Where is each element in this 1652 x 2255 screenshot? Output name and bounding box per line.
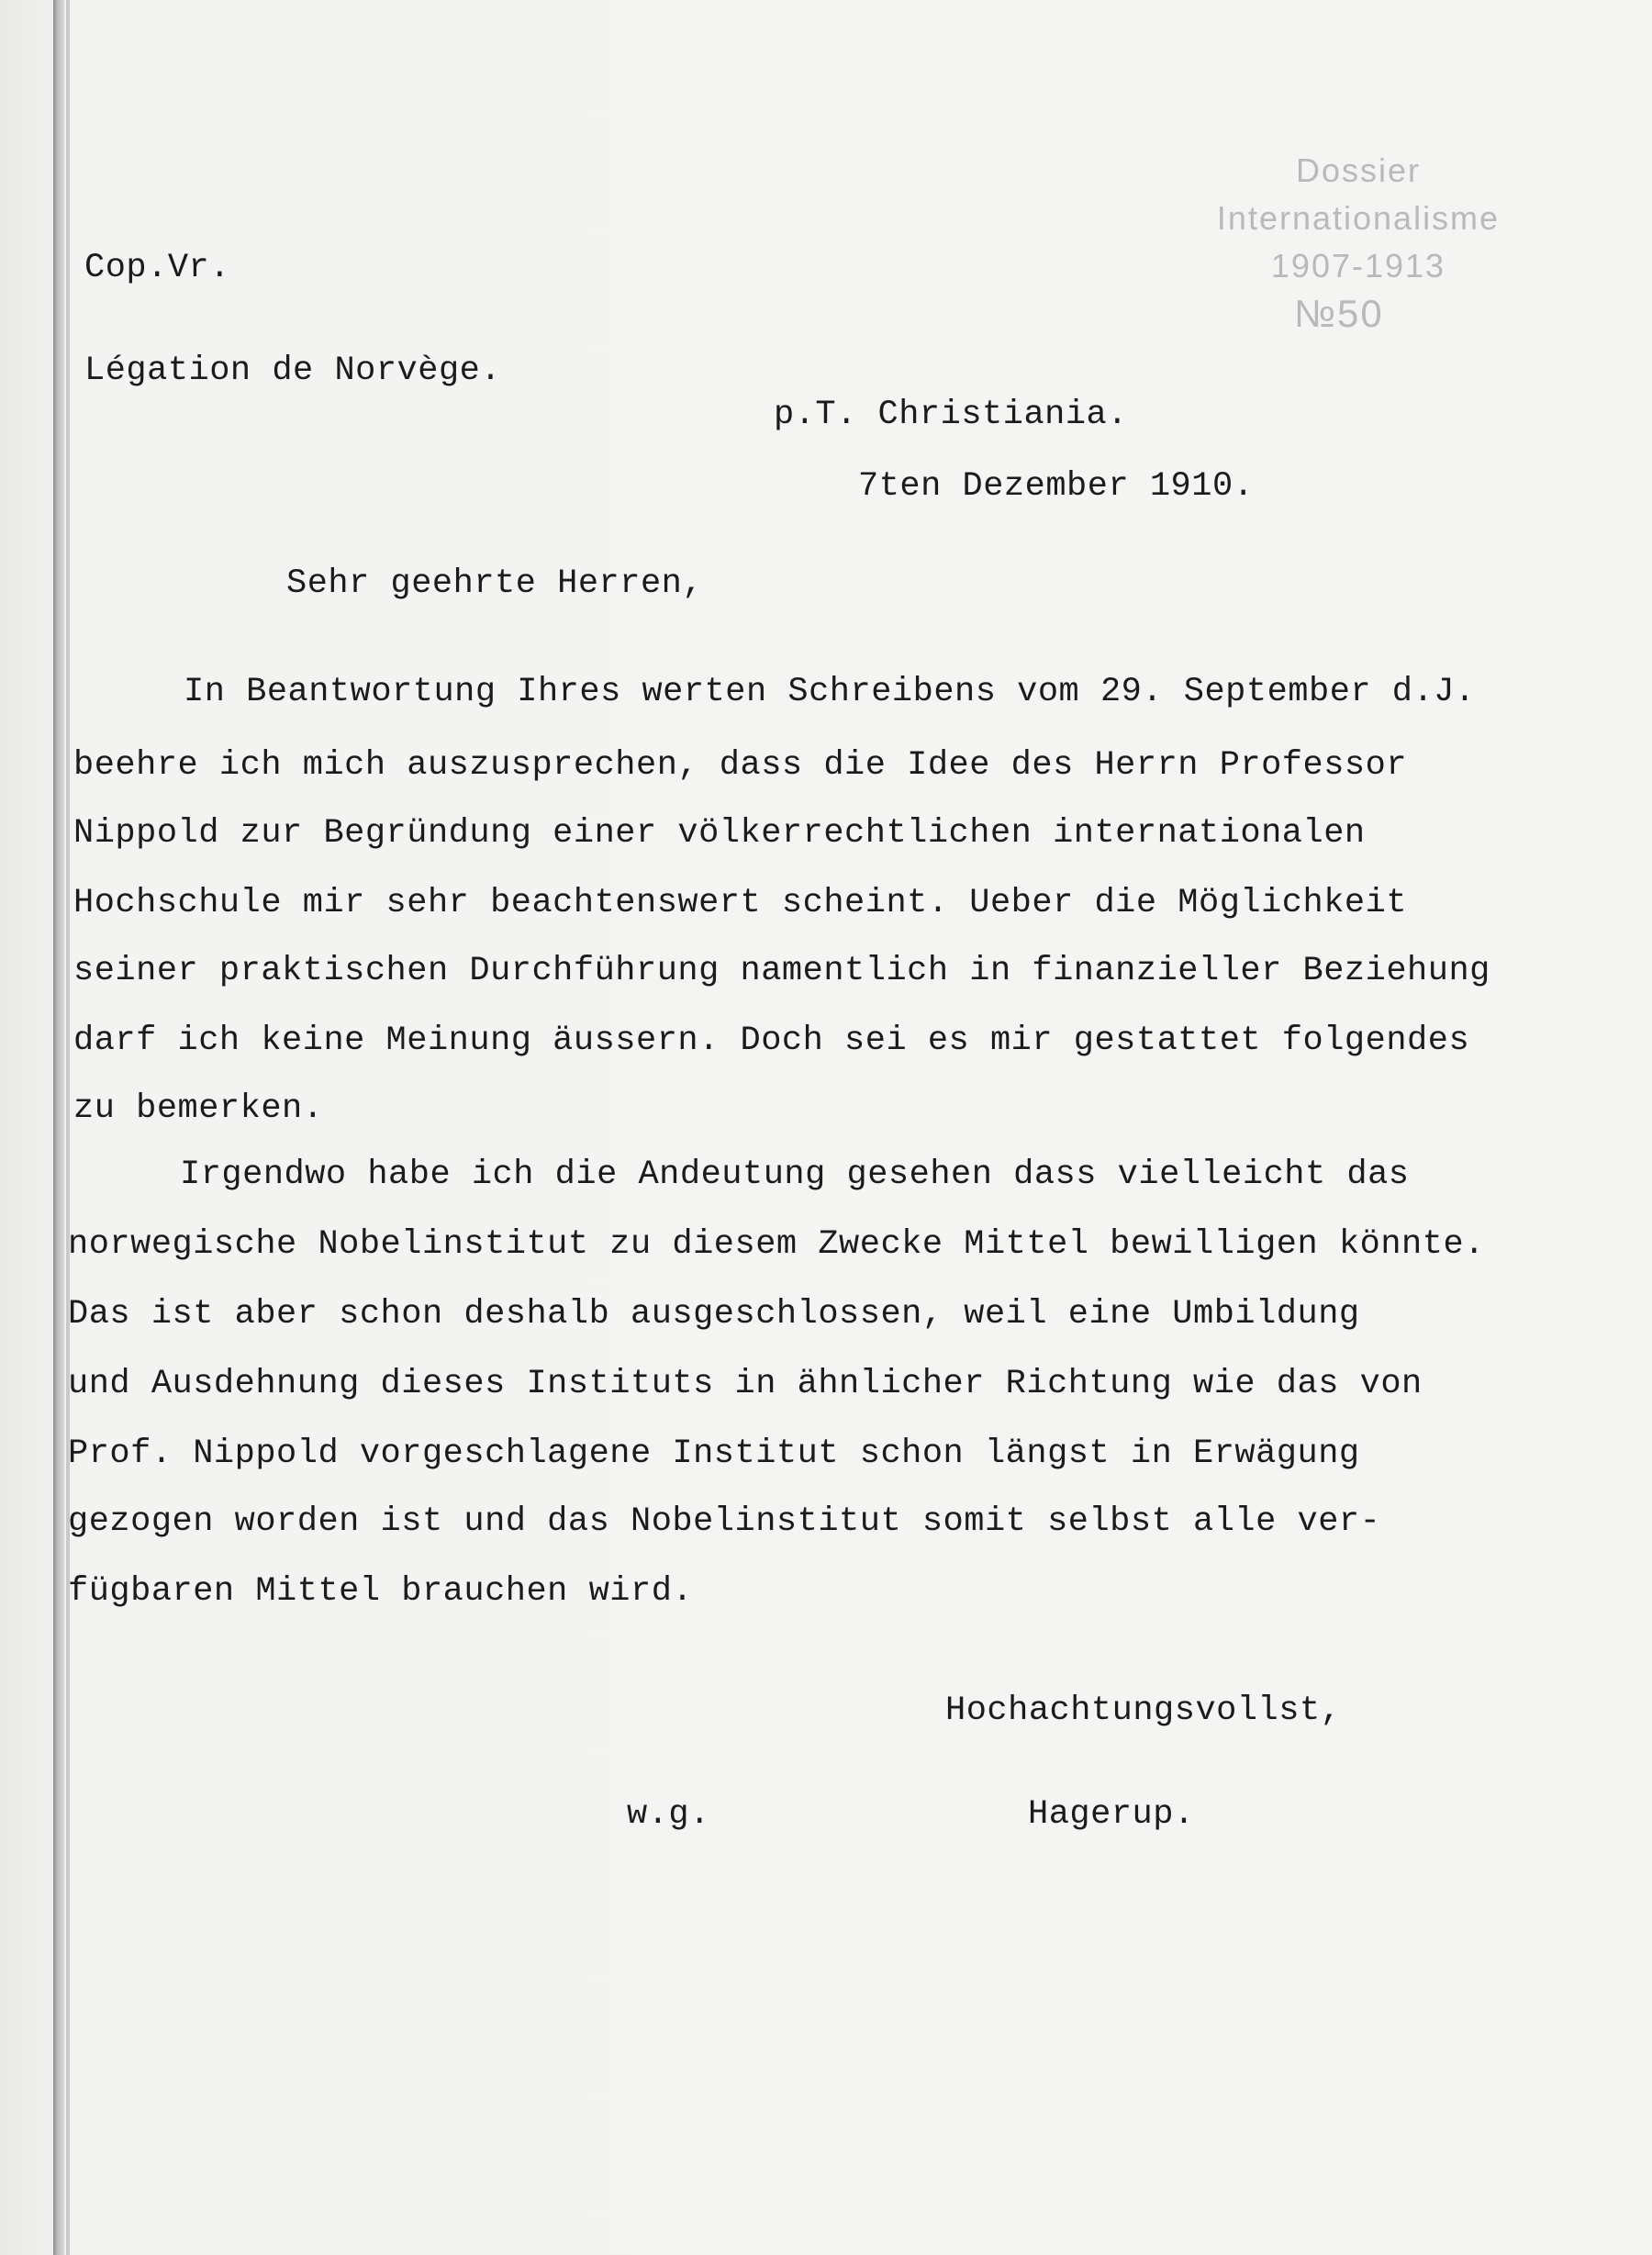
addressee: Légation de Norvège. bbox=[84, 352, 502, 390]
stamp-line-years: 1907-1913 bbox=[1270, 247, 1446, 285]
stamp-line-dossier: Dossier bbox=[1295, 151, 1422, 189]
paragraph-2-line: fügbaren Mittel brauchen wird. bbox=[68, 1572, 694, 1611]
archive-stamp bbox=[1166, 147, 1551, 338]
initials: w.g. bbox=[627, 1795, 710, 1834]
closing: Hochachtungsvollst, bbox=[945, 1691, 1342, 1730]
paragraph-2-line: Das ist aber schon deshalb ausgeschlossen, weil eine Umbildung bbox=[68, 1295, 1360, 1334]
paragraph-2-line: und Ausdehnung dieses Instituts in ähnlicher Richtung wie das von bbox=[68, 1365, 1423, 1403]
paragraph-1-line: Hochschule mir sehr beachtenswert scheint. Ueber die Möglichkeit bbox=[73, 884, 1408, 922]
paragraph-1-line: zu bemerken. bbox=[73, 1089, 324, 1128]
paragraph-1-line: beehre ich mich auszusprechen, dass die Idee des Herrn Professor bbox=[73, 746, 1408, 785]
date: 7ten Dezember 1910. bbox=[858, 467, 1255, 506]
place: p.T. Christiania. bbox=[774, 396, 1128, 434]
binding-edge bbox=[53, 0, 64, 2255]
paragraph-2-line: norwegische Nobelinstitut zu diesem Zwecke Mittel bewilligen könnte. bbox=[68, 1225, 1485, 1264]
binding-edge-shadow bbox=[66, 0, 70, 2255]
paragraph-1-line: seiner praktischen Durchführung namentlich in finanzieller Beziehung bbox=[73, 952, 1490, 990]
paragraph-2-line: gezogen worden ist und das Nobelinstitut somit selbst alle ver- bbox=[68, 1502, 1381, 1541]
stamp-line-internationalisme: Internationalisme bbox=[1216, 199, 1501, 237]
paragraph-2-line: Irgendwo habe ich die Andeutung gesehen dass vielleicht das bbox=[180, 1155, 1410, 1194]
copy-mark: Cop.Vr. bbox=[84, 249, 230, 287]
paragraph-1-line: darf ich keine Meinung äussern. Doch sei es mir gestattet folgendes bbox=[73, 1021, 1470, 1060]
signature: Hagerup. bbox=[1028, 1795, 1195, 1834]
paragraph-1-line: In Beantwortung Ihres werten Schreibens vom 29. September d.J. bbox=[184, 673, 1476, 711]
paragraph-2-line: Prof. Nippold vorgeschlagene Institut schon längst in Erwägung bbox=[68, 1434, 1360, 1473]
stamp-line-number: №50 bbox=[1294, 292, 1384, 335]
salutation: Sehr geehrte Herren, bbox=[286, 564, 704, 603]
paragraph-1-line: Nippold zur Begründung einer völkerrechtlichen internationalen bbox=[73, 814, 1366, 853]
